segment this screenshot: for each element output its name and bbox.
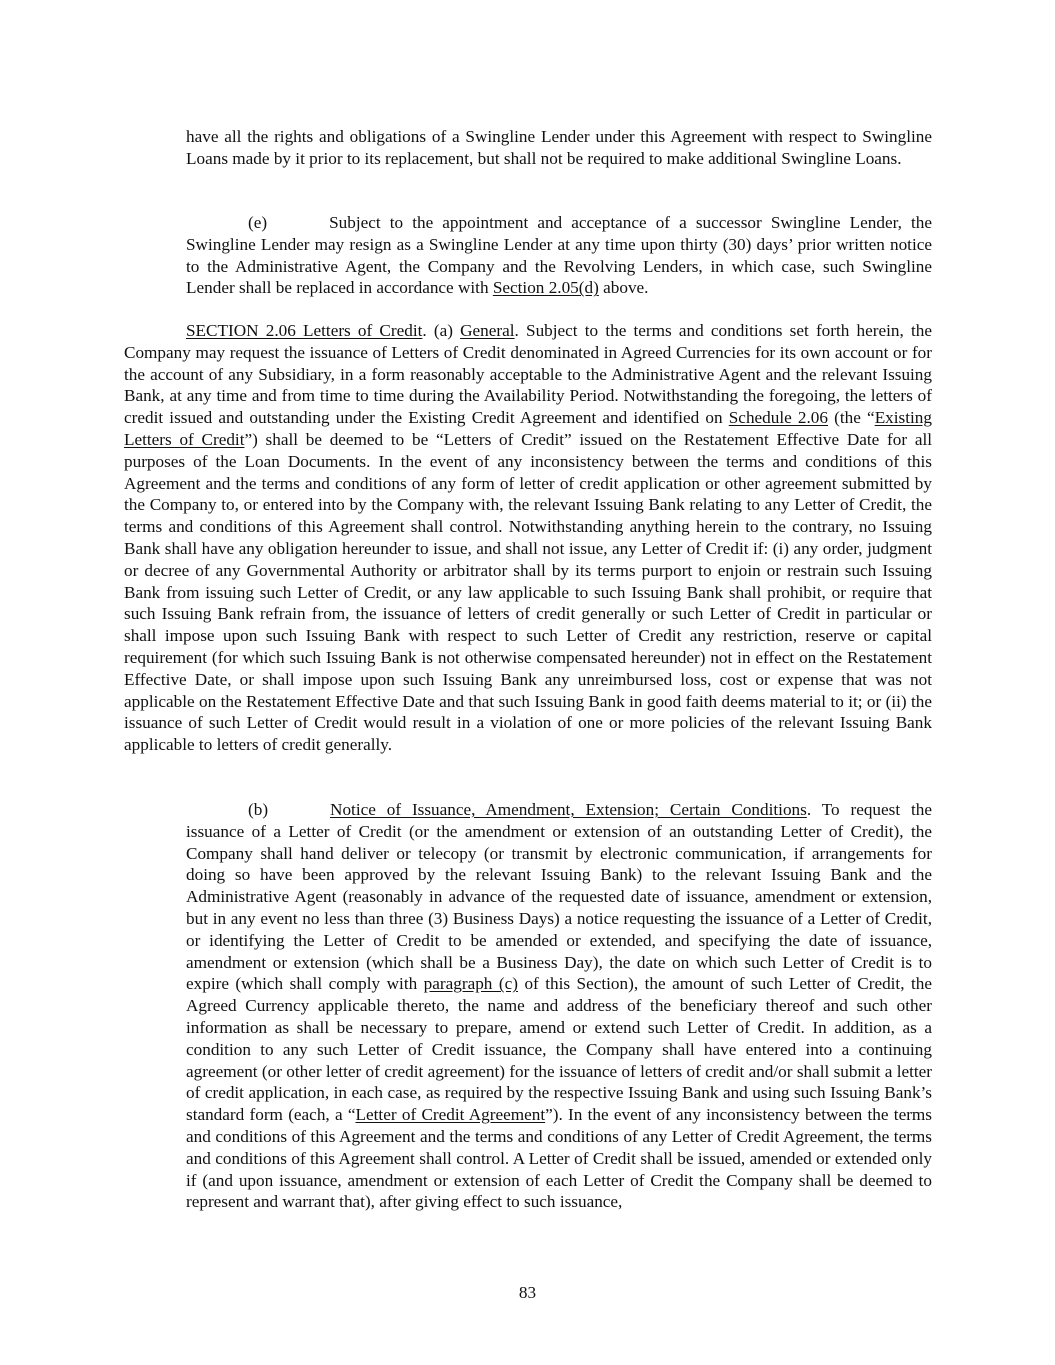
paragraph-text: . To request the issuance of a Letter of Credit (or the amendment or extension of an outstanding Letter of Credit), the Company shall hand deliver or telecopy (or transmit by electronic communication, if arrangements for doing so have been approved by the relevant Issuing Bank) to the relevant Issuing Bank and the Administrative Agent (reasonably in advance of the requested date of issuance, amendment or extension, but in any event no less than three (3) Business Days) a notice requesting the issuance of a Letter of Credit, or identifying the Letter of Credit to be amended or extended, and specifying the date of issuance, amendment or extension (which shall be a Business Day), the date on which such Letter of Credit is to expire (which shall comply with	[186, 800, 932, 994]
paragraph-text: . Subject to the terms and conditions set forth herein, the Company may request the issuance of Letters of Credit denominated in Agreed Currencies for its own account or for the account of any Subsidiary, in a form reasonably acceptable to the Administrative Agent and the relevant Issuing Bank, at any time and from time to time during the Availability Period. Notwithstanding the foregoing, the letters of credit issued and outstanding under the Existing Credit Agreement and identified on	[124, 321, 932, 428]
paragraph-text: (the “	[828, 408, 875, 428]
section-2-05d-reference: Section 2.05(d)	[492, 278, 599, 298]
paragraph-text: ”). In the event of any inconsistency between the terms and conditions of this Agreement and the terms and conditions of any Letter of Credit Agreement, the terms and conditions of this Agreement shall control. A Letter of Credit shall be issued, amended or extended only if (and upon issuance, amendment or extension of each Letter of Credit the Company shall be deemed to represent and warrant that), after giving effect to such issuance,	[186, 1105, 932, 1212]
clause-label-e: (e)	[248, 213, 268, 232]
paragraph-text: ”) shall be deemed to be “Letters of Credit” issued on the Restatement Effective Date for all purposes of the Loan Documents. In the event of any inconsistency between the terms and conditions of this Agreement and the terms and conditions of any form of letter of credit application or other agreement submitted by the Company to, or entered into by the Company with, the relevant Issuing Bank relating to any Letter of Credit, the terms and conditions of this Agreement shall control. Notwithstanding anything herein to the contrary, no Issuing Bank shall have any obligation hereunder to issue, and shall not issue, any Letter of Credit if: (i) any order, judgment or decree of any Governmental Authority or arbitrator shall by its terms purport to enjoin or restrain such Issuing Bank from issuing such Letter of Credit, or any law applicable to such Issuing Bank shall prohibit, or require that such Issuing Bank refrain from, the issuance of letters of credit generally or such Letter of Credit in particular or shall impose upon such Issuing Bank with respect to such Letter of Credit any restriction, reserve or capital requirement (for which such Issuing Bank is not otherwise compensated hereunder) not in effect on the Restatement Effective Date, or shall impose upon such Issuing Bank any unreimbursed loss, cost or expense that was not applicable on the Restatement Effective Date and that such Issuing Bank in good faith deems material to it; or (ii) the issuance of such Letter of Credit would result in a violation of one or more policies of the relevant Issuing Bank applicable to letters of credit generally.	[124, 429, 932, 755]
defined-term-letter-of-credit-agreement: Letter of Credit Agreement	[355, 1105, 546, 1125]
paragraph-section-2-06	[124, 320, 932, 756]
paragraph-b-notice-of-issuance	[186, 799, 932, 1213]
paragraph-c-reference: paragraph (c)	[423, 974, 518, 994]
page-number: 83	[518, 1283, 537, 1302]
subsection-heading-notice: Notice of Issuance, Amendment, Extension; Certain Conditions	[330, 800, 807, 819]
section-heading: SECTION 2.06 Letters of Credit	[186, 321, 423, 340]
subsection-heading-general: General	[460, 321, 515, 340]
paragraph-text: above.	[598, 278, 649, 298]
paragraph-swingline-continuation	[186, 126, 932, 170]
paragraph-text: of this Section), the amount of such Letter of Credit, the Agreed Currency applicable thereto, the name and address of the beneficiary thereof and such other information as shall be necessary to prepare, amend or extend such Letter of Credit. In addition, as a condition to any such Letter of Credit issuance, the Company shall have entered into a continuing agreement (or other letter of credit agreement) for the issuance of letters of credit and/or shall submit a letter of credit application, in each case, as required by the respective Issuing Bank and using such Issuing Bank’s standard form (each, a “	[186, 974, 932, 1125]
schedule-reference: Schedule 2.06	[728, 408, 828, 428]
paragraph-text: . (a)	[422, 321, 461, 340]
clause-label-b: (b)	[248, 800, 269, 819]
paragraph-e-swingline-resignation	[186, 212, 932, 299]
paragraph-text: have all the rights and obligations of a Swingline Lender under this Agreement with respect to Swingline Loans made by it prior to its replacement, but shall not be required to make additional Swingline Loans.	[186, 127, 932, 168]
defined-term-existing-letters-of-credit: Existing Letters of Credit	[124, 408, 932, 449]
paragraph-text: Subject to the appointment and acceptance of a successor Swingline Lender, the Swingline Lender may resign as a Swingline Lender at any time upon thirty (30) days’ prior written notice to the Administrative Agent, the Company and the Revolving Lenders, in which case, such Swingline Lender shall be replaced in accordance with	[186, 213, 932, 298]
